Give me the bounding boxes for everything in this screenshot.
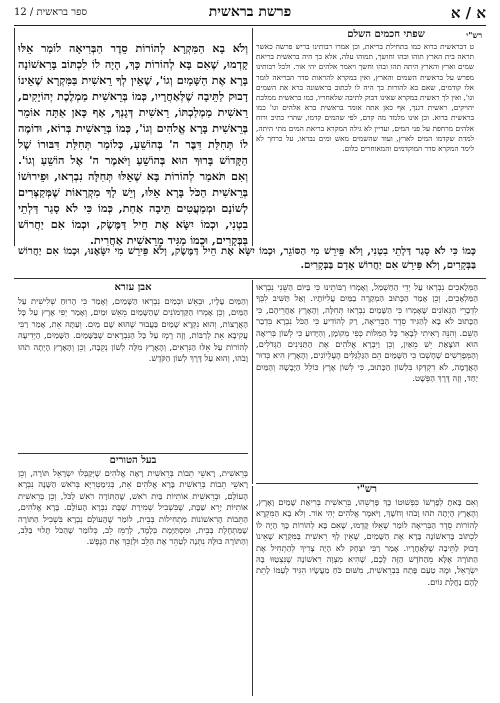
parasha-title: פרשת בראשית bbox=[208, 4, 292, 20]
sifsei-title: שפתי חכמים השלם bbox=[347, 29, 425, 40]
rashi-lower-title: רש"י bbox=[357, 484, 377, 495]
column-divider-bottom bbox=[252, 486, 253, 696]
folio: 12 / ספר בראשית bbox=[14, 7, 88, 18]
left-frame bbox=[14, 28, 15, 246]
column-divider-mid bbox=[252, 280, 253, 484]
main-verse-text: וְלֹא בָא הַמִּקְרָא לְהוֹרוֹת סֵדֶר הַבְּרִיאָה לוֹמַר אֵלּוּ קָדְמוּ, שֶׁאִם בָּא לְהוֹרוֹת כָּךְ, הָיָה לוֹ לִכְתּוֹב בָּרִאשׁוֹנָה בָּרָא אֶת הַשָּׁמַיִם וְגוֹ', שֶׁאֵין לְךָ רֵאשִׁית בַּמִּקְרָא שֶׁאֵינוֹ דָבוּק לַתֵּיבָה שֶׁלְּאַחֲרָיו, כְּמוֹ בְּרֵאשִׁית מַמְלֶכֶת יְהוֹיָקִים, רֵאשִׁית מַמְלַכְתּוֹ, רֵאשִׁית דְּגָנְךָ, אַף כָּאן אַתָּה אוֹמֵר בְּרֵאשִׁית בָּרָא אֱלֹהִים וְגוֹ', כְּמוֹ בְּרֵאשִׁית בְּרוֹא, וּדוֹמֶה לוֹ תְּחִלַּת דִּבֶּר ה' בְּהוֹשֵׁעַ, כְּלוֹמַר תְּחִלַּת דִּבּוּרוֹ שֶׁל הַקָּדוֹשׁ בָּרוּךְ הוּא בְּהוֹשֵׁעַ וַיֹּאמֶר ה' אֶל הוֹשֵׁעַ וְגוֹ'. וְאִם תֹּאמַר לְהוֹרוֹת בָּא שֶׁאֵלּוּ תְּחִלָּה נִבְרְאוּ, וּפֵירוּשׁוֹ בְּרֵאשִׁית הַכֹּל בָּרָא אֵלּוּ, וְיֵשׁ לָךְ מִקְרָאוֹת שֶׁמְּקַצְּרִים לְשׁוֹנָם וּמְמַעֲטִים תֵּיבָה אַחַת, כְּמוֹ כִּי לֹא סָגַר דַּלְתֵי בִטְנִי, וּכְמוֹ יִשָּׂא אֶת חֵיל דַּמֶּשֶׂק, וּכְמוֹ אִם יַחֲרוֹשׁ בַּבְּקָרִים, וּכְמוֹ מַגִּיד מֵרֵאשִׁית אַחֲרִית. bbox=[18, 41, 248, 247]
sifsei-text: ט דבראשית ברוא כמו בתחילת בריאת, וכן אמרו רבותינו בריש פרשה כאשר תראה בית הארץ תוהו ובהו וחושך, תמוהו עלה, אלא כך היה בראשית בריאת שמים וארץ והארץ היתה תהו ובהו וחשך ויאמר אלהים יהי אור. ולכל רבותינו מפרש על בראשית השמים והארץ, ואין במקרא להראות סדר הבריאה לומר אלו קודמים, שאם בא להורות כך היה לו לכתוב בראשונה ברא את השמים וגו', ואין לך ראשית במקרא שאינו דבוק לתיבה שלאחריו, כמו בראשית ממלכת יהויקים, ראשית דגנך, אף כאן אתה אומר בראשית ברא אלהים וגו' כמו בראשית ברוא. וכן אינו מלמד מה קדם, לפי שהמים קדמו, שהרי כתיב ורוח אלהים מרחפת על פני המים, ועדיין לא גילה המקרא בריאת המים מתי היתה, למדת שקדמו המים לארץ, ועוד שהשמים מאש ומים נבראו, על כרחך לא לימד המקרא סדר המוקדמים והמאוחרים כלום. bbox=[256, 42, 474, 154]
ibn-ezra-title: אבן עזרא bbox=[114, 282, 152, 293]
baal-haturim-text: בְּרֵאשִׁית, רָאשֵׁי תֵבוֹת בְּרֵאשִׁית רָאָה אֱלֹהִים שֶׁיְּקַבְּלוּ יִשְׂרָאֵל תּוֹרָה, וְכֵן רָאשֵׁי תֵבוֹת בְּרֵאשִׁית בָּרָא אֱלֹהִים אֵת, בְּגִימַטְרִיָּא בְּרֹאשׁ הַשָּׁנָה נִבְרָא הָעוֹלָם, וּבְרֵאשִׁית אוֹתִיּוֹת בַּיִת רֹאשׁ, שֶׁהַתּוֹרָה רֹאשׁ לַכֹּל, וְכֵן בְּרֵאשִׁית אוֹתִיּוֹת יָרֵא שַׁבָּת, שֶׁבִּשְׁבִיל שְׁמִירַת שַׁבָּת נִבְרָא הָעוֹלָם. בָּרָא אֱלֹהִים, הַתֵּבוֹת הָרִאשׁוֹנוֹת מַתְחִילוֹת בְּבֵית, לוֹמַר שֶׁהָעוֹלָם נִבְרָא בִּשְׁבִיל הַתּוֹרָה שֶׁמַּתְחֶלֶת בְּבֵית, וּמִסְתַּיֶּמֶת בְּלָמֶד, לְרַמֵּז לֵב, כְּלוֹמַר שֶׁהַכֹּל תָּלוּי בַּלֵּב, וְהַתּוֹרָה כּוּלָּהּ נִתְּנָה לְטַהֵר אֶת הַלֵּב וּלְזַכֵּךְ אֶת הַנֶּפֶשׁ. bbox=[18, 468, 248, 547]
baal-haturim-title: בעל הטורים bbox=[109, 455, 157, 466]
verse-tail: כְּמוֹ כִּי לֹא סָגַר דַּלְתֵי בִטְנִי, וְלֹא פֵּירֵשׁ מִי הַסּוֹגֵר, וּכְמוֹ יִשָּׂא אֶת חֵיל דַּמֶּשֶׂק, וְלֹא פֵּירֵשׁ מִי יִשָּׂאֶנּוּ, וּכְמוֹ אִם יַחֲרוֹשׁ בַּבְּקָרִים, וְלֹא פֵּירֵשׁ אִם יַחֲרוֹשׁ אָדָם בַּבְּקָרִים. bbox=[18, 245, 476, 271]
chapter-verse: א / א bbox=[450, 4, 486, 22]
right-bottom-rule bbox=[256, 483, 478, 484]
ibn-ezra-bottom-rule bbox=[18, 453, 248, 454]
page-header bbox=[14, 4, 486, 24]
rashi-tag: רש"י bbox=[466, 30, 482, 40]
rashi-lower-text: וְאִם בָּאתָ לְפָרְשׁוֹ כִּפְשׁוּטוֹ כָּךְ פָּרְשֵׁהוּ, בְּרֵאשִׁית בְּרִיאַת שָׁמַיִם וָאָרֶץ, וְהָאָרֶץ הָיְתָה תֹהוּ וָבֹהוּ וְחֹשֶׁךְ, וַיֹּאמֶר אֱלֹהִים יְהִי אוֹר. וְלֹא בָא הַמִּקְרָא לְהוֹרוֹת סֵדֶר הַבְּרִיאָה לוֹמַר שֶׁאֵלּוּ קָדְמוּ, שֶׁאִם בָּא לְהוֹרוֹת כָּךְ הָיָה לוֹ לִכְתּוֹב בָּרִאשׁוֹנָה בָּרָא אֶת הַשָּׁמַיִם, שֶׁאֵין לְךָ רֵאשִׁית בַּמִּקְרָא שֶׁאֵינוֹ דָבוּק לַתֵּיבָה שֶׁלְּאַחֲרָיו. אָמַר רַבִּי יִצְחָק לֹא הָיָה צָרִיךְ לְהַתְחִיל אֶת הַתּוֹרָה אֶלָּא מֵהַחֹדֶשׁ הַזֶּה לָכֶם, שֶׁהִיא מִצְוָה רִאשׁוֹנָה שֶׁנִּצְטַוּוּ בָּהּ יִשְׂרָאֵל, וּמָה טַעַם פָּתַח בִּבְרֵאשִׁית, מִשּׁוּם כֹּחַ מַעֲשָׂיו הִגִּיד לְעַמּוֹ לָתֵת לָהֶם נַחֲלַת גּוֹיִם. bbox=[256, 497, 478, 587]
commentary-right: הַמְּלָאכִים נִבְרְאוּ עַל יְדֵי הַחַשְׁמַל, וְאָמְרוּ רַבּוֹתֵינוּ כִּי בַּיּוֹם הַשֵּׁנִי נִבְרְאוּ הַמַּלְאָכִים, וְכֵן אָמַר הַכָּתוּב הַמְקָרֶה בַמַּיִם עֲלִיּוֹתָיו. וְאַל תַּשִּׁיב לִבְּךָ לִדְבָרֵי הַגְּאוֹנִים שֶׁאָמְרוּ כִּי הַשָּׁמַיִם נִבְרְאוּ תְּחִלָּה, וְהָאָרֶץ אַחֲרֵיהֶם, כִּי הַכָּתוּב לֹא בָא לְהַגִּיד סֵדֶר הַבְּרִיאָה, רַק לְהוֹדִיעַ כִּי הַכֹּל נִבְרָא בִּדְבַר הַשֵּׁם. וְהִנֵּה רָאִיתִי לְבָאֵר כָּל הַמִּלּוֹת כְּפִי מְקוֹמָן, וְהַיָּדוּעַ כִּי לְשׁוֹן בְּרִיאָה הוּא הוֹצָאַת יֵשׁ מֵאַיִן, וְכֵן וַיִּבְרָא אֱלֹהִים אֶת הַתַּנִּינִים הַגְּדֹלִים, וְהַמְּפָרְשִׁים שֶׁחָשְׁבוּ כִּי הַשָּׁמַיִם הֵם הַגַּלְגַּלִּים הָעֶלְיוֹנִים, וְהָאָרֶץ הִיא כְּדוּר הָאֲדָמָה, לֹא דִקְדְּקוּ בִּלְשׁוֹן הַכָּתוּב, כִּי לְשׁוֹן אֶרֶץ כּוֹלֵל הַיָּבָשָׁה וְהַמַּיִם יַחַד, וְזֶה דֶּרֶךְ הַפְּשָׁט. bbox=[256, 282, 478, 384]
column-divider-top bbox=[252, 28, 253, 246]
header-rule bbox=[14, 25, 486, 26]
mid-rule bbox=[14, 278, 486, 279]
ibn-ezra-text: וְהַמַּיִם עָלָיו, וּבְאֵשׁ וּבְמַיִם נִבְרְאוּ הַשָּׁמַיִם, וְאָמַר כִּי הָרוּחַ שְׁלִישִׁית עַל הַמַּיִם, וְכֵן אָמְרוּ הַקַּדְמוֹנִים שֶׁהַשָּׁמַיִם מֵאֵשׁ וּמַיִם, וְאָמַר יְפִי אֶרֶץ עַל כָּל הָאֲרָצוֹת, וְהוּא נִקְרָא שָׁמַיִם בַּעֲבוּר שֶׁהוּא שָׁם מַיִם. וְעַתָּה אֵת, אָמַר רַבִּי עֲקִיבָא אֵת לְרַבּוֹת, וְזֶה רֶמֶז עַל כָּל הַנִּבְרָאִים שֶׁבַּשָּׁמַיִם. הַשָּׁמַיִם, הַיְּדִיעָה לְהוֹרוֹת עַל אֵלּוּ הַנִּרְאִים, וְהָאָרֶץ מִלָּה לְשׁוֹן נְקֵבָה, וְכֵן וְהָאָרֶץ הָיְתָה תֹהוּ וָבֹהוּ, וְהוּא עַל דֶּרֶךְ לְשׁוֹן הַקֹּדֶשׁ. bbox=[18, 296, 248, 364]
